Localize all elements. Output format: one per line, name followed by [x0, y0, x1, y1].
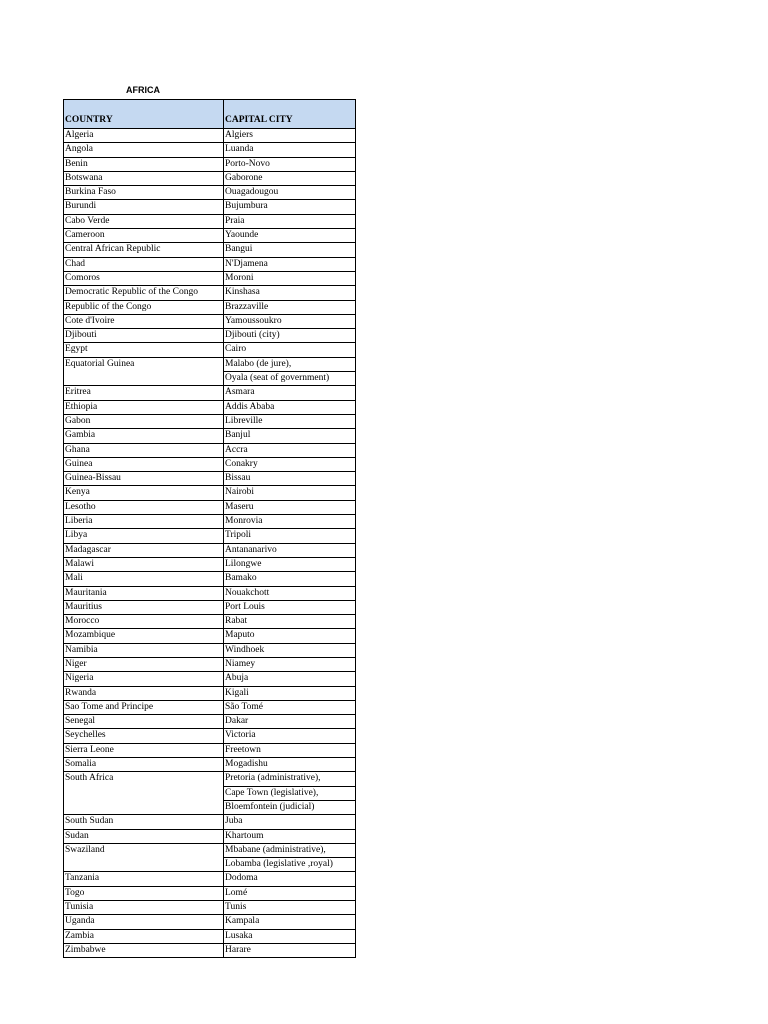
capital-cell[interactable]: N'Djamena [224, 257, 356, 271]
countries-capitals-table [63, 99, 356, 958]
country-cell[interactable]: Mauritius [64, 600, 224, 614]
country-cell[interactable]: Chad [64, 257, 224, 271]
capital-cell[interactable]: Bujumbura [224, 200, 356, 214]
capital-cell[interactable]: Lobamba (legislative ,royal) [224, 858, 356, 872]
country-cell[interactable]: Sao Tome and Principe [64, 700, 224, 714]
country-cell[interactable]: Cote d'Ivoire [64, 314, 224, 328]
table-row [64, 729, 356, 743]
country-cell[interactable]: Somalia [64, 758, 224, 772]
table-row [64, 829, 356, 843]
country-cell[interactable]: Mali [64, 572, 224, 586]
table-row [64, 572, 356, 586]
country-cell[interactable]: Egypt [64, 343, 224, 357]
capital-cell[interactable]: Nairobi [224, 486, 356, 500]
capital-cell[interactable]: Yamoussoukro [224, 314, 356, 328]
table-row [64, 543, 356, 557]
country-cell[interactable]: Angola [64, 143, 224, 157]
table-row [64, 943, 356, 957]
capital-cell[interactable]: Juba [224, 815, 356, 829]
capital-cell[interactable]: Kinshasa [224, 286, 356, 300]
table-row [64, 271, 356, 285]
country-cell[interactable]: Seychelles [64, 729, 224, 743]
country-cell[interactable]: Nigeria [64, 672, 224, 686]
capital-cell[interactable]: Libreville [224, 414, 356, 428]
capital-cell[interactable]: Khartoum [224, 829, 356, 843]
capital-cell[interactable]: Addis Ababa [224, 400, 356, 414]
country-cell[interactable]: Libya [64, 529, 224, 543]
capital-cell[interactable]: Dodoma [224, 872, 356, 886]
table-row [64, 229, 356, 243]
capital-cell[interactable]: Moroni [224, 271, 356, 285]
table-row [64, 171, 356, 185]
table-row [64, 815, 356, 829]
country-cell[interactable]: Togo [64, 886, 224, 900]
capital-cell[interactable]: Bissau [224, 472, 356, 486]
country-cell[interactable]: Kenya [64, 486, 224, 500]
capital-cell[interactable]: Oyala (seat of government) [224, 372, 356, 386]
capital-cell[interactable]: Mogadishu [224, 758, 356, 772]
table-row [64, 643, 356, 657]
table-row [64, 758, 356, 772]
table-row [64, 157, 356, 171]
table-row [64, 243, 356, 257]
capital-cell[interactable]: Praia [224, 214, 356, 228]
table-row [64, 657, 356, 671]
country-cell[interactable]: Namibia [64, 643, 224, 657]
table-header-row [64, 100, 356, 129]
table-row [64, 200, 356, 214]
table-row [64, 715, 356, 729]
country-cell[interactable]: Mozambique [64, 629, 224, 643]
capital-cell[interactable]: Bloemfontein (judicial) [224, 800, 356, 814]
capital-cell[interactable]: Djibouti (city) [224, 329, 356, 343]
capital-cell[interactable]: Dakar [224, 715, 356, 729]
table-row [64, 214, 356, 228]
table-row [64, 700, 356, 714]
table-row [64, 314, 356, 328]
capital-cell[interactable]: Asmara [224, 386, 356, 400]
capital-cell[interactable]: Yaounde [224, 229, 356, 243]
capital-cell[interactable]: Accra [224, 443, 356, 457]
country-cell[interactable]: Democratic Republic of the Congo [64, 286, 224, 300]
country-cell[interactable]: Botswana [64, 171, 224, 185]
table-row [64, 686, 356, 700]
country-cell[interactable]: Uganda [64, 915, 224, 929]
capital-cell[interactable]: Bamako [224, 572, 356, 586]
capital-cell[interactable]: Cape Town (legislative), [224, 786, 356, 800]
capital-cell[interactable]: Maputo [224, 629, 356, 643]
country-cell[interactable]: Mauritania [64, 586, 224, 600]
capital-cell[interactable]: Abuja [224, 672, 356, 686]
table-row [64, 557, 356, 571]
capital-cell[interactable]: Nouakchott [224, 586, 356, 600]
capital-column-header[interactable]: CAPITAL CITY [224, 100, 356, 129]
table-row [64, 672, 356, 686]
capital-cell[interactable]: Porto-Novo [224, 157, 356, 171]
country-cell[interactable]: Republic of the Congo [64, 300, 224, 314]
country-cell[interactable]: South Africa [64, 772, 224, 815]
table-row [64, 343, 356, 357]
country-cell[interactable]: Guinea [64, 457, 224, 471]
table-row [64, 743, 356, 757]
capital-cell[interactable]: Ouagadougou [224, 186, 356, 200]
capital-cell[interactable]: Banjul [224, 429, 356, 443]
country-cell[interactable]: Zimbabwe [64, 943, 224, 957]
country-cell[interactable]: Swaziland [64, 843, 224, 872]
country-cell[interactable]: Gabon [64, 414, 224, 428]
table-row [64, 515, 356, 529]
country-cell[interactable]: Senegal [64, 715, 224, 729]
country-cell[interactable]: Burkina Faso [64, 186, 224, 200]
table-row [64, 143, 356, 157]
table-row [64, 915, 356, 929]
table-row [64, 443, 356, 457]
country-cell[interactable]: Malawi [64, 557, 224, 571]
country-column-header[interactable]: COUNTRY [64, 100, 224, 129]
capital-cell[interactable]: Lilongwe [224, 557, 356, 571]
table-row [64, 400, 356, 414]
table-row [64, 500, 356, 514]
country-cell[interactable]: Cameroon [64, 229, 224, 243]
table-row [64, 286, 356, 300]
table-row [64, 472, 356, 486]
capital-cell[interactable]: Pretoria (administrative), [224, 772, 356, 786]
capital-cell[interactable]: Conakry [224, 457, 356, 471]
table-row [64, 886, 356, 900]
table-row [64, 429, 356, 443]
table-row [64, 186, 356, 200]
capital-cell[interactable]: Maseru [224, 500, 356, 514]
table-row [64, 329, 356, 343]
country-cell[interactable]: Gambia [64, 429, 224, 443]
table-row [64, 457, 356, 471]
country-cell[interactable]: Niger [64, 657, 224, 671]
capital-cell[interactable]: Brazzaville [224, 300, 356, 314]
table-row [64, 300, 356, 314]
capital-cell[interactable]: Malabo (de jure), [224, 357, 356, 371]
capital-cell[interactable]: Kigali [224, 686, 356, 700]
country-cell[interactable]: Sierra Leone [64, 743, 224, 757]
table-row [64, 386, 356, 400]
country-cell[interactable]: Comoros [64, 271, 224, 285]
capital-cell[interactable]: Mbabane (administrative), [224, 843, 356, 857]
country-cell[interactable]: Eritrea [64, 386, 224, 400]
country-cell[interactable]: Ghana [64, 443, 224, 457]
table-row [64, 872, 356, 886]
country-cell[interactable]: Rwanda [64, 686, 224, 700]
table-row [64, 414, 356, 428]
capital-cell[interactable]: Tripoli [224, 529, 356, 543]
capital-cell[interactable]: Gaborone [224, 171, 356, 185]
table-row [64, 615, 356, 629]
country-cell[interactable]: Central African Republic [64, 243, 224, 257]
capital-cell[interactable]: Cairo [224, 343, 356, 357]
table-row [64, 843, 356, 857]
country-cell[interactable]: Zambia [64, 929, 224, 943]
table-row [64, 929, 356, 943]
capital-cell[interactable]: Bangui [224, 243, 356, 257]
table-row [64, 486, 356, 500]
country-cell[interactable]: Algeria [64, 129, 224, 143]
country-cell[interactable]: Lesotho [64, 500, 224, 514]
table-row [64, 586, 356, 600]
capital-cell[interactable]: Windhoek [224, 643, 356, 657]
capital-cell[interactable]: Freetown [224, 743, 356, 757]
table-row [64, 629, 356, 643]
table-row [64, 357, 356, 371]
capital-cell[interactable]: São Tomé [224, 700, 356, 714]
capital-cell[interactable]: Antananarivo [224, 543, 356, 557]
table-row [64, 901, 356, 915]
country-cell[interactable]: Guinea-Bissau [64, 472, 224, 486]
country-cell[interactable]: Madagascar [64, 543, 224, 557]
capital-cell[interactable]: Port Louis [224, 600, 356, 614]
country-cell[interactable]: Tanzania [64, 872, 224, 886]
capital-cell[interactable]: Lusaka [224, 929, 356, 943]
country-cell[interactable]: Ethiopia [64, 400, 224, 414]
country-cell[interactable]: Djibouti [64, 329, 224, 343]
capital-cell[interactable]: Tunis [224, 901, 356, 915]
table-row [64, 129, 356, 143]
country-cell[interactable]: South Sudan [64, 815, 224, 829]
capital-cell[interactable]: Lomé [224, 886, 356, 900]
table-row [64, 257, 356, 271]
country-cell[interactable]: Benin [64, 157, 224, 171]
country-cell[interactable]: Equatorial Guinea [64, 357, 224, 386]
capital-cell[interactable]: Harare [224, 943, 356, 957]
country-cell[interactable]: Cabo Verde [64, 214, 224, 228]
capital-cell[interactable]: Victoria [224, 729, 356, 743]
capital-cell[interactable]: Rabat [224, 615, 356, 629]
table-row [64, 529, 356, 543]
capital-cell[interactable]: Luanda [224, 143, 356, 157]
capital-cell[interactable]: Niamey [224, 657, 356, 671]
country-cell[interactable]: Morocco [64, 615, 224, 629]
sheet-title: AFRICA [126, 85, 160, 95]
table-row [64, 600, 356, 614]
country-cell[interactable]: Liberia [64, 515, 224, 529]
capital-cell[interactable]: Kampala [224, 915, 356, 929]
table-row [64, 772, 356, 786]
country-cell[interactable]: Sudan [64, 829, 224, 843]
country-cell[interactable]: Burundi [64, 200, 224, 214]
capital-cell[interactable]: Monrovia [224, 515, 356, 529]
country-cell[interactable]: Tunisia [64, 901, 224, 915]
capital-cell[interactable]: Algiers [224, 129, 356, 143]
table-body [64, 129, 356, 958]
